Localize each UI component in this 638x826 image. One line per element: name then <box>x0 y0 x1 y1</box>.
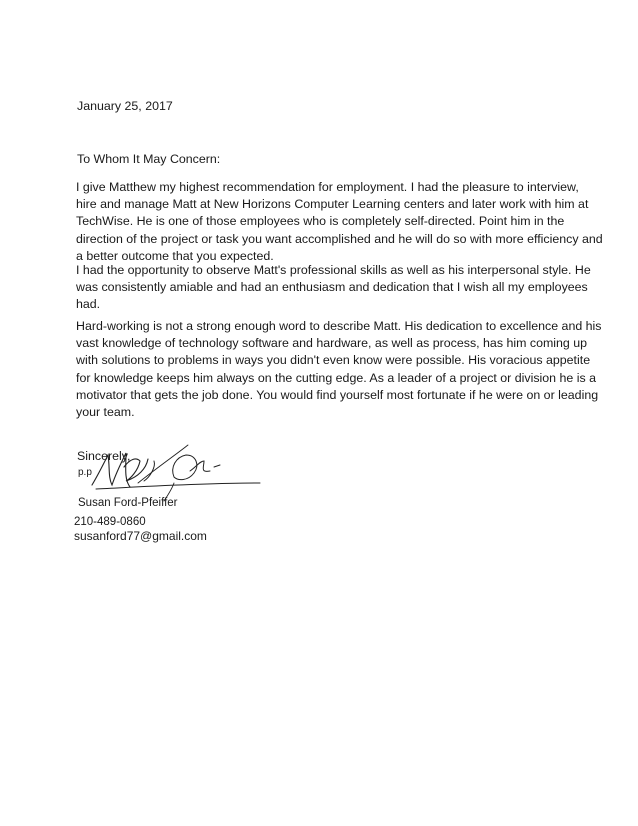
email-address: susanford77@gmail.com <box>74 529 207 543</box>
paragraph-line: your team. <box>76 405 135 420</box>
phone-number: 210-489-0860 <box>74 516 146 528</box>
paragraph-line: motivator that gets the job done. You would find yourself most fortunate if he were on or leading <box>76 387 599 402</box>
paragraph-line: a better outcome that you expected. <box>76 248 274 263</box>
paragraph-line: had. <box>76 297 101 312</box>
paragraph-1 <box>76 179 603 265</box>
paragraph-line: TechWise. He is one of those employees who is completely self-directed. Point him in the <box>76 214 565 229</box>
paragraph-line: I had the opportunity to observe Matt's professional skills as well as his interpersonal style. He <box>76 263 591 277</box>
paragraph-line: vast knowledge of technology software and hardware, as well as process, has him coming up <box>76 336 588 351</box>
paragraph-line: I give Matthew my highest recommendation for employment. I had the pleasure to interview, <box>76 180 579 194</box>
paragraph-line: direction of the project or task you want accomplished and he will do so with more efficiency and <box>76 231 603 246</box>
paragraph-line: hire and manage Matt at New Horizons Computer Learning centers and later work with him at <box>76 197 589 212</box>
letter-date: January 25, 2017 <box>77 99 173 113</box>
paragraph-line: with solutions to problems in ways you didn't even know were possible. His voracious appetite <box>76 353 591 368</box>
pp-label: p.p <box>78 467 92 478</box>
paragraph-line: Hard-working is not a strong enough word to describe Matt. His dedication to excellence and his <box>76 319 602 333</box>
paragraph-2 <box>76 262 591 314</box>
paragraph-line: for knowledge keeps him always on the cutting edge. As a leader of a project or division he is a <box>76 370 597 385</box>
paragraph-line: was consistently amiable and had an enthusiasm and dedication that I wish all my employees <box>76 280 588 295</box>
salutation: To Whom It May Concern: <box>77 152 221 166</box>
closing: Sincerely, <box>77 449 131 463</box>
signer-name: Susan Ford-Pfeiffer <box>78 497 178 509</box>
paragraph-3 <box>76 318 602 421</box>
